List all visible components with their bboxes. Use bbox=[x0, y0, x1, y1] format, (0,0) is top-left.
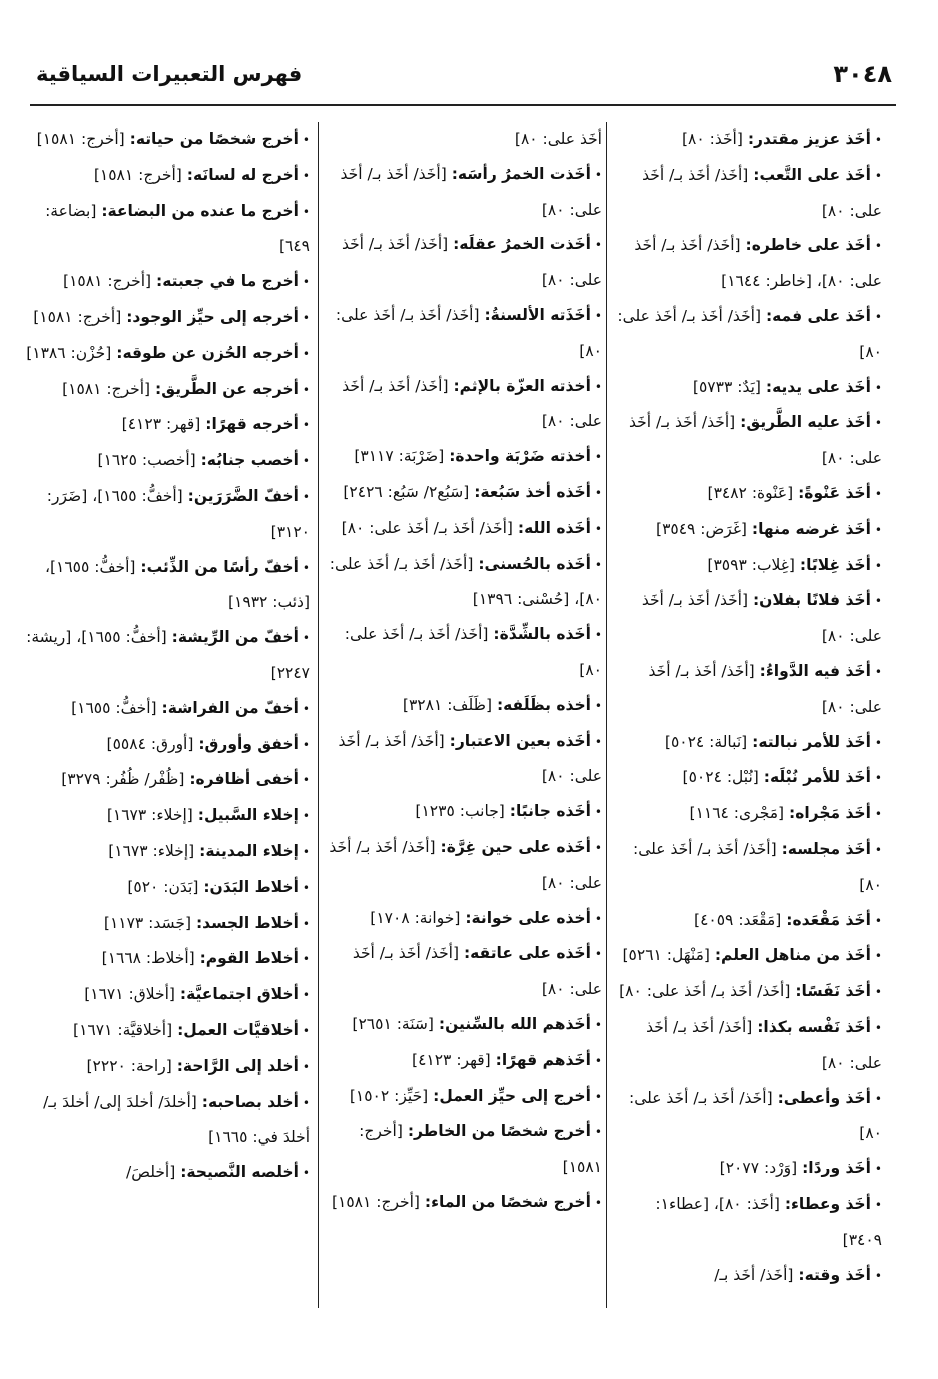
entry-reference: [إخلاء: ١٦٧٣] bbox=[108, 841, 195, 860]
bullet-icon: • bbox=[302, 880, 310, 895]
index-entry bbox=[22, 372, 310, 408]
index-entry bbox=[22, 906, 310, 942]
bullet-icon: • bbox=[594, 1053, 602, 1068]
entry-expression: أخَذ وعطاء: bbox=[784, 1194, 871, 1213]
running-title: فهرس التعبيرات السياقية bbox=[36, 62, 303, 86]
entry-expression: أخلاط القوم: bbox=[199, 949, 299, 968]
entry-expression: أخلصه النَّصيحة: bbox=[180, 1163, 299, 1182]
bullet-icon: • bbox=[874, 416, 882, 431]
entry-reference: [أخَذ/ أخَذ بـ/ أخَذ على: ٨٠] bbox=[641, 591, 882, 646]
bullet-icon: • bbox=[302, 809, 310, 824]
entry-reference: [نُبْل: ٥٠٢٤] bbox=[682, 768, 759, 787]
index-entry bbox=[326, 547, 602, 618]
entry-expression: أخَذ وأعطى: bbox=[777, 1088, 871, 1107]
entry-reference: [أخرج: ١٥٨١] bbox=[36, 130, 125, 148]
index-entry bbox=[614, 476, 882, 512]
entry-expression: أخَذه أخذ سَبُعة: bbox=[474, 482, 591, 501]
entry-expression: أخَذ عليه الطَّريق: bbox=[740, 413, 871, 432]
entry-expression: أخرج ما في جعبته: bbox=[156, 272, 299, 291]
index-entry bbox=[614, 974, 882, 1010]
index-entry bbox=[22, 194, 310, 265]
entry-reference: [ظَلَف: ٣٢٨١] bbox=[402, 695, 492, 714]
bullet-icon: • bbox=[302, 560, 310, 575]
entry-reference: [أخَذ: ٨٠] bbox=[681, 130, 743, 148]
entry-expression: أخرجه عن الطَّريق: bbox=[155, 379, 299, 398]
entry-expression: أخَذه على عاتقه: bbox=[463, 944, 591, 963]
entry-reference: [أخَذ/ أخَذ بـ/ أخَذ على: ٨٠] bbox=[341, 518, 513, 537]
index-entry bbox=[614, 654, 882, 725]
entry-reference: [أخَذ/ أخَذ بـ/ أخَذ على: ٨٠] bbox=[633, 839, 882, 894]
entry-expression: أخرج شخصًا من الماء: bbox=[424, 1192, 591, 1211]
entry-reference: [سَبُع٢/ سَبُع: ٢٤٢٦] bbox=[343, 482, 470, 501]
entry-expression: أخذته ضَرْبَة واحدة: bbox=[449, 447, 591, 466]
bullet-icon: • bbox=[594, 698, 602, 713]
entry-expression: أخَذ فلانًا بفلان: bbox=[752, 591, 871, 610]
index-entry bbox=[326, 1007, 602, 1043]
index-entry bbox=[22, 158, 310, 194]
index-entry bbox=[614, 903, 882, 939]
entry-expression: أخرج شخصًا من حياته: bbox=[129, 130, 299, 148]
bullet-icon: • bbox=[302, 1095, 310, 1110]
entry-reference: [أخَذ/ أخَذ بـ/ أخَذ على: ٨٠]، [حُسْنى: ١٣٩٦] bbox=[329, 554, 602, 609]
index-entry bbox=[22, 620, 310, 691]
bullet-icon: • bbox=[302, 275, 310, 290]
bullet-icon: • bbox=[594, 840, 602, 855]
index-entry bbox=[326, 369, 602, 440]
entry-expression: أخلاط البَدَن: bbox=[203, 877, 299, 896]
bullet-icon: • bbox=[302, 1166, 310, 1181]
index-entry bbox=[614, 512, 882, 548]
entry-expression: أخَذهم الله بالسِّنين: bbox=[438, 1014, 591, 1033]
entry-expression: أخَذ مَجْراه: bbox=[789, 804, 871, 823]
entry-reference: [أخَذ/ أخَذ بـ/ أخَذ على: ٨٠] bbox=[352, 944, 602, 999]
entry-expression: أخَذ غرضه منها: bbox=[751, 519, 871, 538]
index-entry bbox=[22, 727, 310, 763]
bullet-icon: • bbox=[302, 701, 310, 716]
entry-expression: أخَذه بالشِّدَّة: bbox=[493, 625, 591, 644]
bullet-icon: • bbox=[874, 486, 882, 501]
entry-expression: أخَذه بالحُسنى: bbox=[478, 554, 591, 573]
entry-expression: أخرج ما عنده من البضاعة: bbox=[101, 201, 299, 220]
entry-expression: أخفّ الضَّرَرَين: bbox=[187, 486, 299, 505]
index-entry bbox=[614, 228, 882, 299]
index-entry bbox=[614, 405, 882, 476]
index-entry bbox=[326, 617, 602, 688]
bullet-icon: • bbox=[302, 346, 310, 361]
bullet-icon: • bbox=[594, 947, 602, 962]
bullet-icon: • bbox=[302, 1059, 310, 1074]
entry-reference: [أخلاقيَّة: ١٦٧١] bbox=[73, 1020, 173, 1039]
entry-reference: [خوانة: ١٧٠٨] bbox=[370, 908, 461, 927]
entry-expression: أخرجه الحُزن عن طوقه: bbox=[116, 343, 299, 362]
entry-reference: [حُزْن: ١٣٨٦] bbox=[26, 343, 112, 362]
bullet-icon: • bbox=[302, 382, 310, 397]
entry-reference: [أخرج: ١٥٨١] bbox=[331, 1192, 420, 1211]
bullet-icon: • bbox=[874, 1197, 882, 1212]
index-entry bbox=[22, 264, 310, 300]
bullet-icon: • bbox=[594, 911, 602, 926]
entry-reference: [أخَذ/ أخَذ بـ/ أخَذ على: ٨٠] bbox=[648, 661, 882, 716]
index-entry bbox=[22, 443, 310, 479]
entry-expression: أخَذ مَقْعَده: bbox=[786, 910, 871, 929]
index-entry bbox=[22, 479, 310, 550]
entry-reference: [أخَذ/ أخَذ بـ/ أخَذ على: ٨٠] bbox=[338, 731, 602, 786]
entry-expression: أخَذ عَنْوةً: bbox=[798, 483, 871, 502]
index-entry bbox=[326, 688, 602, 724]
bullet-icon: • bbox=[302, 773, 310, 788]
index-entry bbox=[326, 1114, 602, 1185]
bullet-icon: • bbox=[302, 168, 310, 183]
entry-expression: أخَذ على التَّعب: bbox=[753, 165, 871, 184]
index-entry bbox=[22, 1155, 310, 1191]
index-entry bbox=[22, 1013, 310, 1049]
entry-expression: أخذه بظَلَفه: bbox=[496, 695, 591, 714]
index-entry bbox=[614, 1258, 882, 1294]
entry-reference: [راحة: ٢٢٢٠] bbox=[86, 1056, 172, 1075]
entry-reference: [أخَذ/ أخَذ بـ/ أخَذ على: ٨٠] bbox=[629, 413, 882, 468]
entry-reference: [أخَذ/ أخَذ بـ/ أخَذ على: ٨٠] bbox=[642, 165, 882, 220]
bullet-icon: • bbox=[594, 1089, 602, 1104]
bullet-icon: • bbox=[874, 594, 882, 609]
index-entry bbox=[614, 370, 882, 406]
index-entry bbox=[326, 1079, 602, 1115]
entry-reference: [جانب: ١٢٣٥] bbox=[415, 802, 505, 821]
bullet-icon: • bbox=[874, 133, 882, 147]
column-divider-1 bbox=[606, 122, 607, 1308]
entry-reference: [أخفُّ: ١٦٥٥]، [ريشة: ٢٢٤٧] bbox=[26, 628, 310, 682]
entry-expression: أخَذ وقته: bbox=[798, 1265, 871, 1284]
entry-reference: [وَرْد: ٢٠٧٧] bbox=[719, 1159, 798, 1178]
entry-reference: [مَنْهَل: ٥٢٦١] bbox=[622, 946, 710, 965]
entry-expression: إخلاء المدينة: bbox=[199, 841, 299, 860]
index-entry bbox=[22, 762, 310, 798]
header-divider bbox=[30, 104, 896, 106]
entry-expression: أخَذ للأمر نبالته: bbox=[752, 732, 871, 751]
entry-reference: [أورق: ٥٥٨٤] bbox=[106, 734, 194, 753]
entry-reference: [أخلاق: ١٦٧١] bbox=[84, 985, 175, 1004]
entry-reference: [بَدَن: ٥٢٠] bbox=[127, 877, 199, 896]
entry-reference: [مَقْعَد: ٤٠٥٩] bbox=[694, 910, 782, 929]
entry-reference: [يَدٌ: ٥٧٣٣] bbox=[692, 377, 761, 396]
index-entry bbox=[22, 691, 310, 727]
entry-expression: أخَذ نَفْسه بكذا: bbox=[757, 1017, 871, 1036]
bullet-icon: • bbox=[302, 489, 310, 504]
index-entry bbox=[614, 1151, 882, 1187]
bullet-icon: • bbox=[302, 737, 310, 752]
entry-expression: أخَذت الخمرُ رأسَه: bbox=[451, 164, 591, 183]
entry-reference: [أخَذ/ أخَذ بـ/ أخَذ على: ٨٠] bbox=[617, 306, 882, 361]
entry-expression: أخذته العزّة بالإثم: bbox=[453, 376, 591, 395]
column-middle bbox=[326, 122, 602, 1221]
index-entry bbox=[22, 1085, 310, 1156]
entry-expression: أخَذ على خاطره: bbox=[745, 236, 871, 255]
index-entry bbox=[22, 870, 310, 906]
entry-expression: أخلد بصاحبه: bbox=[201, 1092, 299, 1111]
index-entry bbox=[326, 439, 602, 475]
bullet-icon: • bbox=[594, 308, 602, 323]
bullet-icon: • bbox=[302, 952, 310, 967]
index-entry bbox=[22, 336, 310, 372]
entry-reference: [أخرج: ١٥٨١] bbox=[62, 379, 151, 398]
bullet-icon: • bbox=[302, 988, 310, 1003]
entry-expression: أخفق وأورق: bbox=[198, 734, 299, 753]
entry-reference: [أخفُّ: ١٦٥٥]، [ذئب: ١٩٣٢] bbox=[44, 557, 310, 612]
entry-reference: [مَجْرى: ١١٦٤] bbox=[689, 804, 785, 823]
bullet-icon: • bbox=[594, 521, 602, 536]
bullet-icon: • bbox=[874, 1162, 882, 1177]
index-entry bbox=[614, 1010, 882, 1081]
entry-expression: أخرج له لسانَه: bbox=[186, 165, 299, 184]
entry-expression: أخلاقيَّات العمل: bbox=[177, 1020, 299, 1039]
index-entry bbox=[326, 936, 602, 1007]
entry-reference: أخَذ على: ٨٠] bbox=[514, 130, 602, 148]
bullet-icon: • bbox=[874, 168, 882, 183]
page-number: ٣٠٤٨ bbox=[833, 60, 892, 88]
entry-reference: [بضاعة: ٦٤٩] bbox=[45, 201, 310, 256]
bullet-icon: • bbox=[874, 842, 882, 857]
index-entry bbox=[22, 300, 310, 336]
entry-reference: [أخَذ/ أخَذ بـ/ أخَذ على: ٨٠] bbox=[619, 982, 791, 1001]
bullet-icon: • bbox=[874, 771, 882, 786]
entry-expression: أخَذه بعين الاعتبار: bbox=[449, 731, 591, 750]
column-divider-2 bbox=[318, 122, 319, 1308]
entry-reference: [أخَذ/ أخَذ بـ/ أخَذ على: ٨٠] bbox=[628, 1088, 882, 1143]
entry-expression: أخَذت الخمرُ عقلَه: bbox=[453, 235, 591, 254]
bullet-icon: • bbox=[594, 450, 602, 465]
entry-expression: أخَذه الله: bbox=[517, 518, 591, 537]
entry-reference: [قهر: ٤١٢٣] bbox=[121, 415, 201, 434]
entry-expression: أخذه على خوانة: bbox=[465, 908, 591, 927]
entry-reference: [أخرج: ١٥٨١] bbox=[359, 1122, 602, 1177]
bullet-icon: • bbox=[302, 844, 310, 859]
bullet-icon: • bbox=[302, 631, 310, 646]
entry-expression: أخلاق اجتماعيَّة: bbox=[179, 985, 299, 1004]
index-entry bbox=[326, 1185, 602, 1221]
entry-expression: أخَذ نَفَسًا: bbox=[795, 982, 871, 1001]
entry-expression: أخرج شخصًا من الخاطر: bbox=[407, 1122, 591, 1141]
index-entry bbox=[22, 550, 310, 621]
index-entry bbox=[614, 725, 882, 761]
page-header bbox=[30, 58, 892, 98]
bullet-icon: • bbox=[594, 805, 602, 820]
entry-reference: [سَنَة: ٢٦٥١] bbox=[352, 1014, 434, 1033]
index-entry bbox=[614, 583, 882, 654]
index-entry bbox=[22, 407, 310, 443]
bullet-icon: • bbox=[302, 1023, 310, 1038]
bullet-icon: • bbox=[594, 167, 602, 182]
entry-expression: أخلاط الجسد: bbox=[195, 913, 299, 932]
entry-expression: أخَذ مجلسه: bbox=[781, 839, 871, 858]
entry-reference: [غِلاب: ٣٥٩٣] bbox=[707, 555, 795, 574]
entry-expression: أخفّ رأسًا من الذِّئب: bbox=[140, 557, 299, 576]
entry-expression: أخَذ للأمر نُبْلَه: bbox=[763, 768, 871, 787]
index-entry bbox=[614, 832, 882, 903]
entry-expression: أخفّ من الرِّيشة: bbox=[171, 628, 299, 647]
entry-expression: أخفّ من الفراشة: bbox=[161, 698, 299, 717]
entry-reference: [أخَذ/ أخَذ بـ/ أخَذ على: ٨٠] bbox=[646, 1017, 882, 1072]
index-entry bbox=[326, 901, 602, 937]
entry-expression: أخَذ غِلابًا: bbox=[799, 555, 871, 574]
entry-reference: [أخَذ/ أخَذ بـ/ أخَذ على: ٨٠] bbox=[335, 305, 602, 360]
bullet-icon: • bbox=[302, 454, 310, 469]
bullet-icon: • bbox=[594, 734, 602, 749]
index-entry bbox=[614, 158, 882, 229]
bullet-icon: • bbox=[874, 239, 882, 254]
entry-reference: [ضَرْبَة: ٣١١٧] bbox=[354, 447, 445, 466]
entry-reference: [أخلدَ/ أخلدَ إلى/ أخلدَ بـ/ أخلدَ في: ١٦٦٥] bbox=[43, 1092, 310, 1147]
bullet-icon: • bbox=[594, 628, 602, 643]
bullet-icon: • bbox=[874, 522, 882, 537]
index-entry bbox=[614, 760, 882, 796]
index-entry bbox=[22, 941, 310, 977]
bullet-icon: • bbox=[594, 1195, 602, 1210]
bullet-icon: • bbox=[302, 916, 310, 931]
entry-reference: [أخرج: ١٥٨١] bbox=[63, 272, 152, 291]
bullet-icon: • bbox=[594, 485, 602, 500]
entry-expression: أخَذه جانبًا: bbox=[509, 802, 591, 821]
bullet-icon: • bbox=[874, 664, 882, 679]
index-entry bbox=[326, 122, 602, 157]
index-entry bbox=[326, 475, 602, 511]
index-entry bbox=[614, 1187, 882, 1258]
index-entry bbox=[326, 724, 602, 795]
entry-reference: [أخفُّ: ١٦٥٥]، [ضَرَر: ٣١٢٠] bbox=[46, 486, 310, 541]
index-entry bbox=[614, 299, 882, 370]
entry-expression: إخلاء السَّبيل: bbox=[197, 806, 299, 825]
entry-reference: [أخصب: ١٦٢٥] bbox=[97, 451, 196, 470]
entry-reference: [قهر: ٤١٢٣] bbox=[412, 1050, 491, 1069]
entry-reference: [أخَذ/ أخَذ بـ/ أخَذ على: ٨٠] bbox=[329, 837, 602, 892]
entry-expression: أخَذ على يديه: bbox=[765, 377, 871, 396]
entry-expression: أخَذ فيه الدَّواءُ: bbox=[759, 661, 871, 680]
index-entry bbox=[326, 1043, 602, 1079]
entry-expression: أخرج إلى حيِّز العمل: bbox=[433, 1086, 591, 1105]
index-entry bbox=[326, 157, 602, 228]
entry-reference: [أخَذ: ٨٠]، [عطاء١: ٣٤٠٩] bbox=[655, 1194, 882, 1249]
entry-expression: أخرجه قهرًا: bbox=[205, 415, 299, 434]
bullet-icon: • bbox=[594, 379, 602, 394]
entry-reference: [أخَذ/ أخَذ بـ/ أخَذ على: ٨٠] bbox=[340, 164, 602, 219]
bullet-icon: • bbox=[874, 1091, 882, 1106]
bullet-icon: • bbox=[302, 204, 310, 219]
bullet-icon: • bbox=[874, 949, 882, 964]
index-entry bbox=[326, 227, 602, 298]
bullet-icon: • bbox=[874, 985, 882, 1000]
bullet-icon: • bbox=[874, 735, 882, 750]
entry-reference: [أخرج: ١٥٨١] bbox=[33, 307, 122, 326]
column-left bbox=[22, 122, 310, 1191]
bullet-icon: • bbox=[874, 309, 882, 324]
index-entry bbox=[22, 1049, 310, 1085]
bullet-icon: • bbox=[302, 418, 310, 433]
entry-reference: [أخلاط: ١٦٦٨] bbox=[101, 949, 195, 968]
entry-expression: أخفى أظافره: bbox=[189, 770, 299, 789]
entry-reference: [أخَذ/ أخَذ بـ/ أخَذ على: ٨٠]، [خاطر: ١٦٤٤] bbox=[634, 236, 882, 291]
entry-reference: [حَيِّز: ١٥٠٢] bbox=[349, 1086, 429, 1105]
bullet-icon: • bbox=[874, 1020, 882, 1035]
entry-expression: أخَذ على فمه: bbox=[765, 306, 871, 325]
index-entry bbox=[326, 794, 602, 830]
entry-expression: أخَذ عزيز مقتدر: bbox=[747, 130, 871, 148]
bullet-icon: • bbox=[874, 380, 882, 395]
entry-expression: أخَذه على حين غِرَّة: bbox=[440, 837, 591, 856]
entry-expression: أخَذ وردًا: bbox=[802, 1159, 871, 1178]
entry-reference: [أخفُّ: ١٦٥٥] bbox=[71, 698, 157, 717]
bullet-icon: • bbox=[874, 1268, 882, 1283]
index-entry bbox=[614, 122, 882, 158]
index-entry bbox=[614, 938, 882, 974]
index-entry bbox=[614, 796, 882, 832]
entry-expression: أخَذَته الألسنةُ: bbox=[484, 305, 591, 324]
index-entry bbox=[22, 834, 310, 870]
bullet-icon: • bbox=[874, 807, 882, 822]
bullet-icon: • bbox=[594, 557, 602, 572]
index-entry bbox=[326, 511, 602, 547]
index-entry bbox=[326, 298, 602, 369]
entry-reference: [أخرج: ١٥٨١] bbox=[93, 165, 182, 184]
entry-expression: أخرجه إلى حيِّز الوجود: bbox=[126, 307, 299, 326]
entry-expression: أخَذهم قهرًا: bbox=[495, 1050, 591, 1069]
bullet-icon: • bbox=[594, 1125, 602, 1140]
bullet-icon: • bbox=[302, 133, 310, 147]
entry-reference: [غَرَض: ٣٥٤٩] bbox=[656, 519, 747, 538]
bullet-icon: • bbox=[594, 1017, 602, 1032]
index-entry bbox=[22, 977, 310, 1013]
column-right bbox=[614, 122, 882, 1293]
entry-expression: أخلد إلى الرَّاحة: bbox=[176, 1056, 299, 1075]
entry-reference: [أخَذ/ أخَذ بـ/ bbox=[714, 1265, 794, 1284]
entry-reference: [أخَذ/ أخَذ بـ/ أخَذ على: ٨٠] bbox=[342, 376, 602, 431]
entry-expression: أخصب جنابُه: bbox=[200, 451, 299, 470]
index-entry bbox=[22, 798, 310, 834]
bullet-icon: • bbox=[302, 310, 310, 325]
bullet-icon: • bbox=[874, 558, 882, 573]
entry-reference: [ظُفْر/ ظُفُر: ٣٢٧٩] bbox=[61, 770, 185, 789]
entry-reference: [جَسَد: ١١٧٣] bbox=[103, 913, 191, 932]
entry-reference: [إخلاء: ١٦٧٣] bbox=[106, 806, 193, 825]
index-entry bbox=[614, 1081, 882, 1152]
index-entry bbox=[326, 830, 602, 901]
bullet-icon: • bbox=[874, 913, 882, 928]
bullet-icon: • bbox=[594, 238, 602, 253]
index-entry bbox=[22, 122, 310, 158]
entry-reference: [أخلصَ/ bbox=[125, 1163, 176, 1182]
entry-reference: [نَبالة: ٥٠٢٤] bbox=[664, 732, 748, 751]
index-entry bbox=[614, 548, 882, 584]
entry-reference: [أخَذ/ أخَذ بـ/ أخَذ على: ٨٠] bbox=[344, 625, 602, 679]
entry-reference: [عَنْوة: ٣٤٨٢] bbox=[707, 483, 794, 502]
entry-expression: أخَذ من مناهل العلم: bbox=[714, 946, 871, 965]
entry-reference: [أخَذ/ أخَذ بـ/ أخَذ على: ٨٠] bbox=[341, 235, 602, 290]
